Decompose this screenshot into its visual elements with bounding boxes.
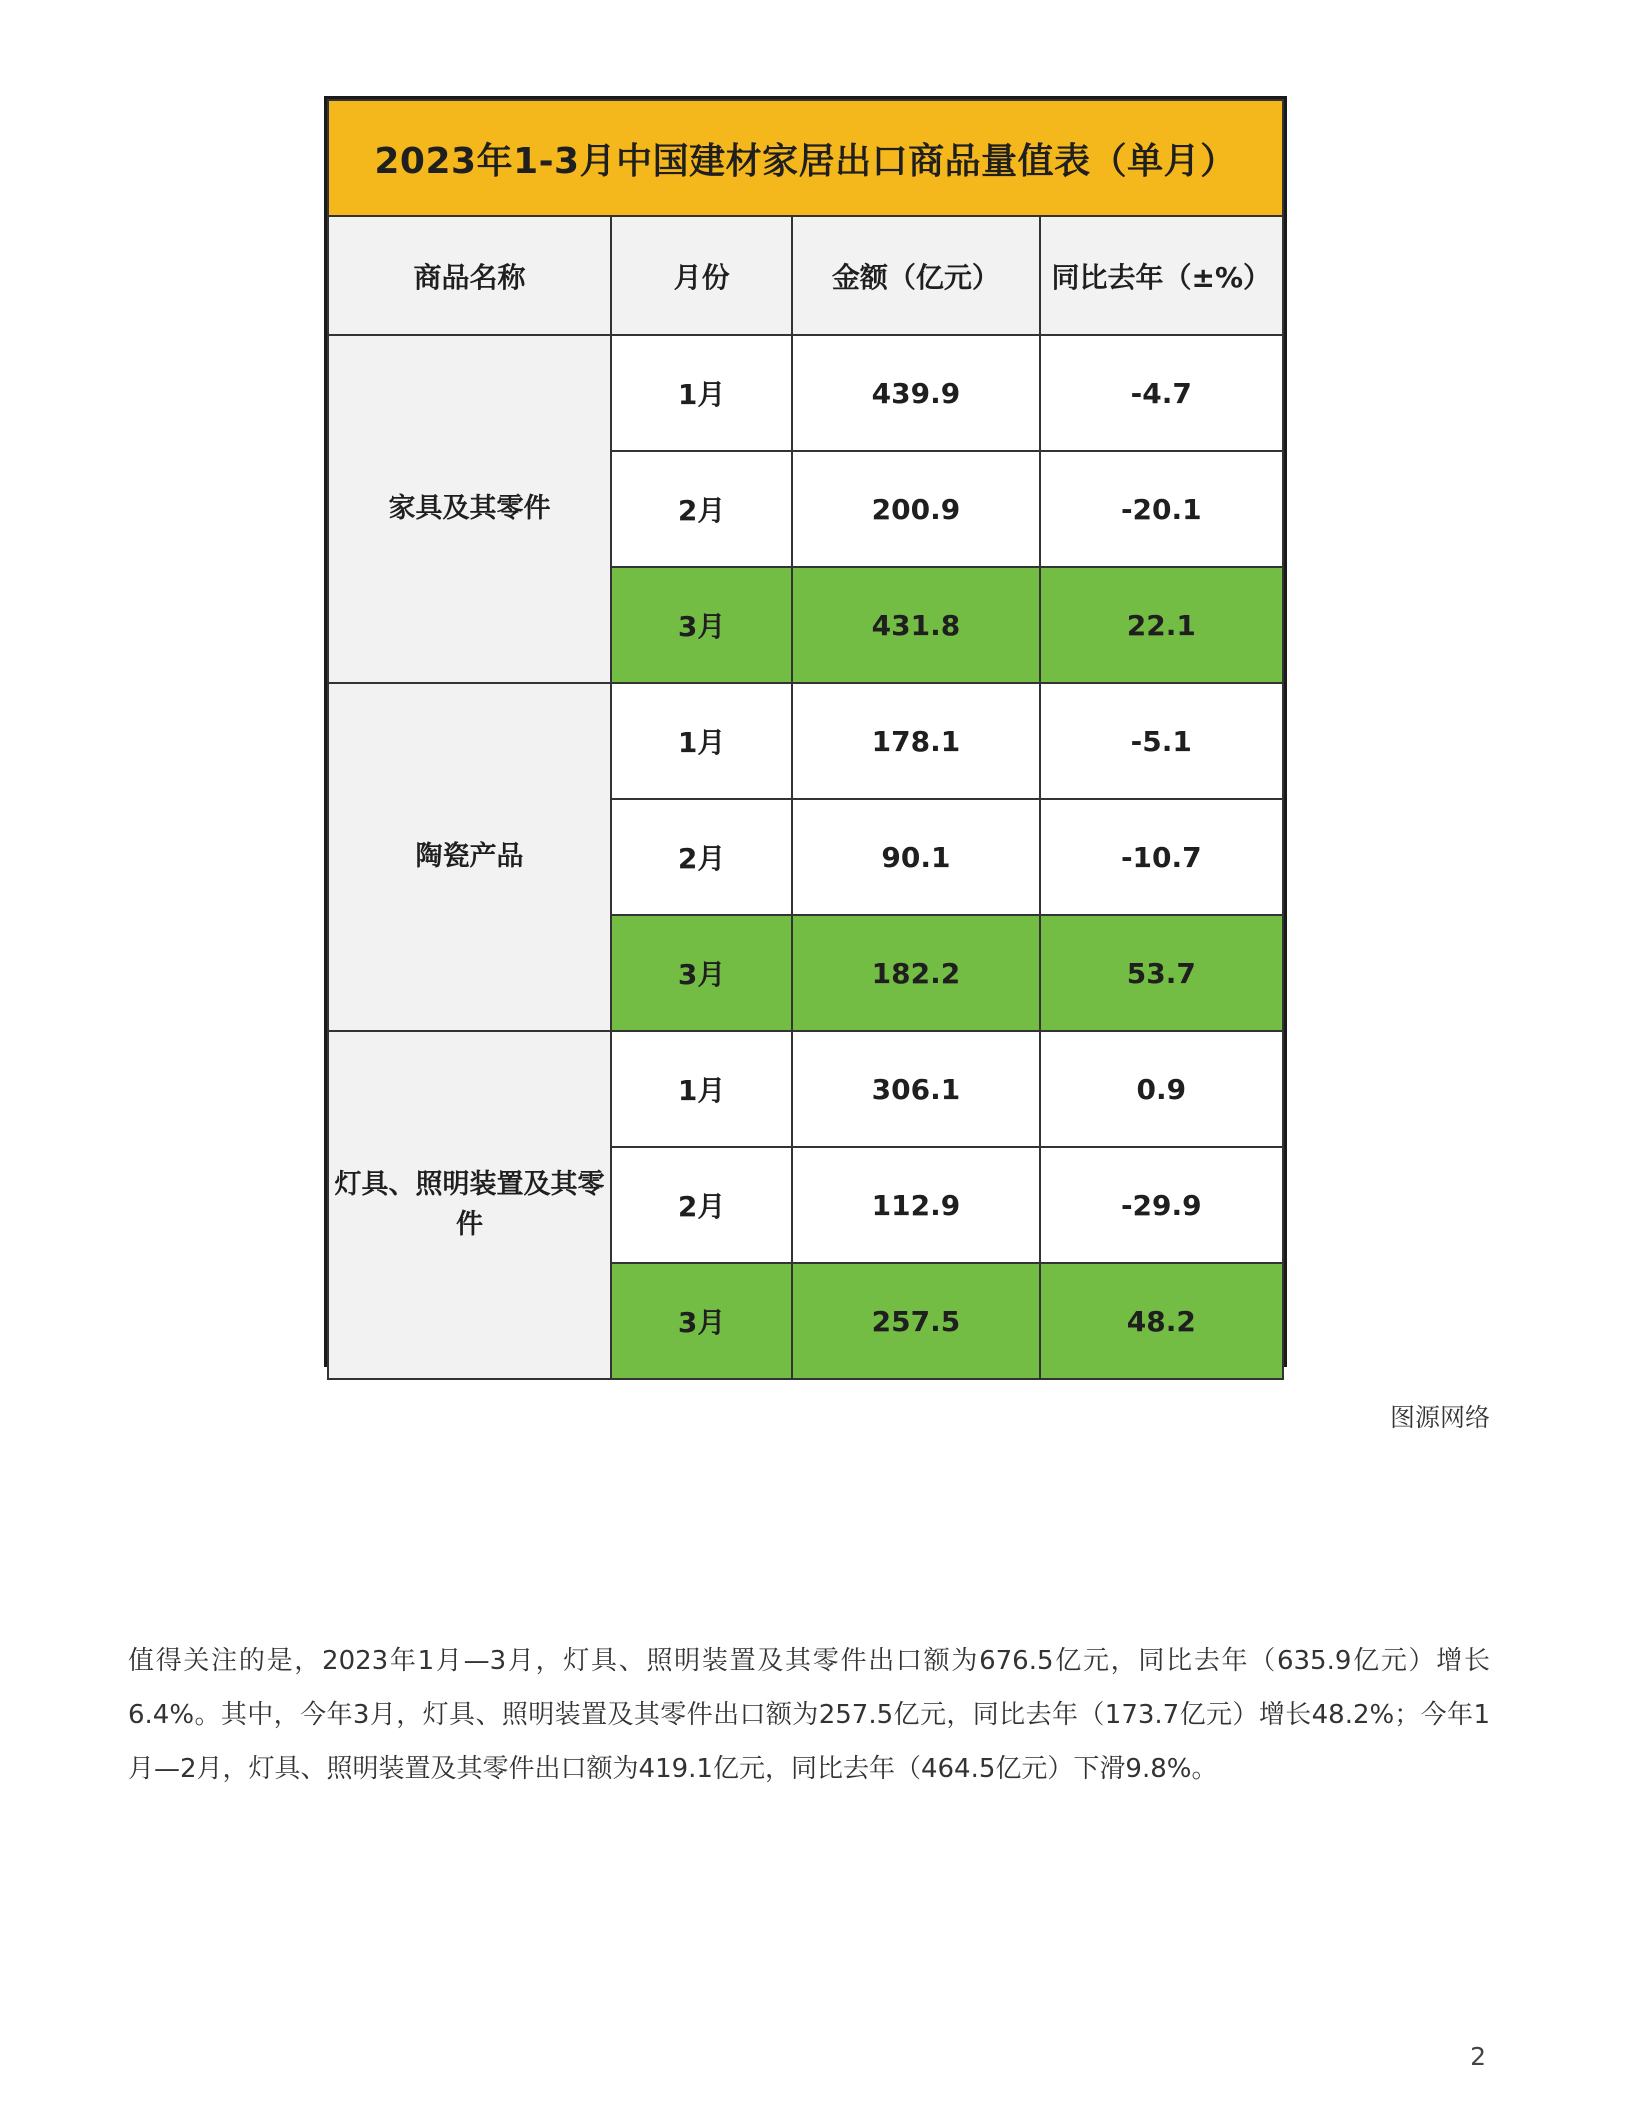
amount-cell: 112.9 xyxy=(792,1147,1039,1263)
image-source-caption: 图源网络 xyxy=(1389,1403,1490,1432)
month-cell: 1月 xyxy=(611,335,792,451)
article-paragraph: 值得关注的是，2023年1月—3月，灯具、照明装置及其零件出口额为676.5亿元，同比去年（635.9亿元）增长6.4%。其中，今年3月，灯具、照明装置及其零件出口额为257.5亿元，同比去年（173.7亿元）增长48.2%；今年1月—2月，灯具、照明装置及其零件出口额为419.1亿元，同比去年（464.5亿元）下滑9.8%。 xyxy=(128,1646,1490,1784)
table-title-row xyxy=(328,100,1283,216)
month-cell: 2月 xyxy=(611,1147,792,1263)
category-lighting: 灯具、照明装置及其零件 xyxy=(328,1031,611,1379)
yoy-cell: 22.1 xyxy=(1040,567,1283,683)
amount-cell: 90.1 xyxy=(792,799,1039,915)
yoy-cell: -10.7 xyxy=(1040,799,1283,915)
yoy-cell: 0.9 xyxy=(1040,1031,1283,1147)
yoy-cell: -29.9 xyxy=(1040,1147,1283,1263)
header-month: 月份 xyxy=(611,216,792,335)
table-row xyxy=(328,1031,1283,1147)
amount-cell: 200.9 xyxy=(792,451,1039,567)
page-number: 2 xyxy=(1470,2042,1486,2071)
category-furniture: 家具及其零件 xyxy=(328,335,611,683)
month-cell: 3月 xyxy=(611,915,792,1031)
yoy-cell: 48.2 xyxy=(1040,1263,1283,1379)
yoy-cell: -20.1 xyxy=(1040,451,1283,567)
month-cell: 1月 xyxy=(611,683,792,799)
yoy-cell: -5.1 xyxy=(1040,683,1283,799)
amount-cell: 306.1 xyxy=(792,1031,1039,1147)
month-cell: 2月 xyxy=(611,799,792,915)
category-ceramics: 陶瓷产品 xyxy=(328,683,611,1031)
amount-cell: 257.5 xyxy=(792,1263,1039,1379)
table-header-row xyxy=(328,216,1283,335)
month-cell: 3月 xyxy=(611,567,792,683)
amount-cell: 182.2 xyxy=(792,915,1039,1031)
yoy-cell: 53.7 xyxy=(1040,915,1283,1031)
table-title: 2023年1-3月中国建材家居出口商品量值表（单月） xyxy=(328,100,1283,216)
export-table xyxy=(327,99,1284,1380)
amount-cell: 431.8 xyxy=(792,567,1039,683)
table-row xyxy=(328,335,1283,451)
table-row xyxy=(328,683,1283,799)
amount-cell: 178.1 xyxy=(792,683,1039,799)
header-yoy: 同比去年（±%） xyxy=(1040,216,1283,335)
export-table-frame xyxy=(324,96,1287,1367)
month-cell: 3月 xyxy=(611,1263,792,1379)
month-cell: 1月 xyxy=(611,1031,792,1147)
amount-cell: 439.9 xyxy=(792,335,1039,451)
header-product-name: 商品名称 xyxy=(328,216,611,335)
header-amount: 金额（亿元） xyxy=(792,216,1039,335)
month-cell: 2月 xyxy=(611,451,792,567)
yoy-cell: -4.7 xyxy=(1040,335,1283,451)
